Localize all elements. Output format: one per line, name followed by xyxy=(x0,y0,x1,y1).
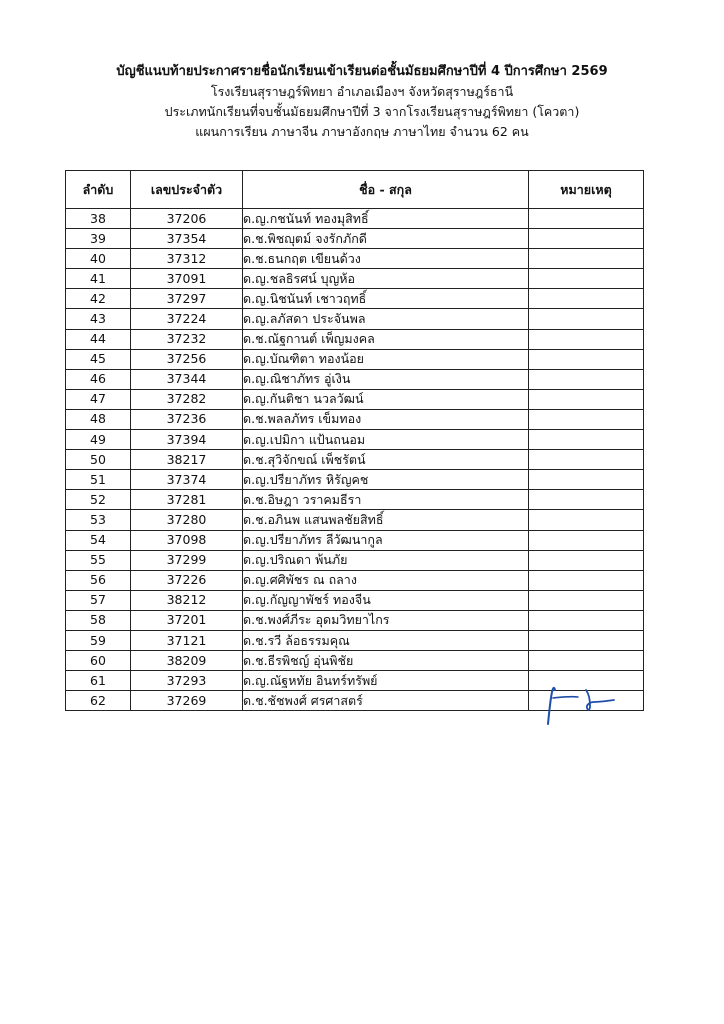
cell-remarks xyxy=(529,369,644,389)
table-row xyxy=(66,309,644,329)
cell-student-name: ด.ช.พงศ์ภีระ อุดมวิทยาไกร xyxy=(243,610,529,630)
cell-order: 43 xyxy=(66,309,131,329)
cell-remarks xyxy=(529,610,644,630)
table-row xyxy=(66,610,644,630)
cell-order: 45 xyxy=(66,349,131,369)
table-row xyxy=(66,249,644,269)
cell-student-id: 38209 xyxy=(131,651,243,671)
column-header-order: ลำดับ xyxy=(66,171,131,209)
cell-remarks xyxy=(529,389,644,409)
cell-order: 52 xyxy=(66,490,131,510)
cell-remarks xyxy=(529,430,644,450)
table-row xyxy=(66,389,644,409)
table-row xyxy=(66,490,644,510)
cell-student-name: ด.ช.พลลภัทร เข็มทอง xyxy=(243,409,529,429)
cell-remarks xyxy=(529,550,644,570)
table-row xyxy=(66,329,644,349)
cell-remarks xyxy=(529,349,644,369)
cell-remarks xyxy=(529,329,644,349)
cell-student-id: 37091 xyxy=(131,269,243,289)
table-header-row xyxy=(66,171,644,209)
table-row xyxy=(66,409,644,429)
table-row xyxy=(66,450,644,470)
cell-student-name: ด.ญ.นิชนันท์ เชาวฤทธิ์ xyxy=(243,289,529,309)
cell-order: 50 xyxy=(66,450,131,470)
cell-student-name: ด.ญ.ปรียาภัทร หิรัญคช xyxy=(243,470,529,490)
cell-student-id: 37201 xyxy=(131,610,243,630)
cell-order: 49 xyxy=(66,430,131,450)
cell-student-id: 37232 xyxy=(131,329,243,349)
cell-order: 60 xyxy=(66,651,131,671)
table-row xyxy=(66,430,644,450)
cell-remarks xyxy=(529,530,644,550)
cell-student-id: 37374 xyxy=(131,470,243,490)
cell-order: 38 xyxy=(66,209,131,229)
cell-student-name: ด.ญ.ณิชาภัทร อู่เงิน xyxy=(243,369,529,389)
cell-remarks xyxy=(529,249,644,269)
cell-student-name: ด.ญ.ณัฐหทัย อินทร์ทรัพย์ xyxy=(243,671,529,691)
cell-student-name: ด.ญ.กันติชา นวลวัฒน์ xyxy=(243,389,529,409)
cell-student-name: ด.ญ.ลภัสดา ประจันพล xyxy=(243,309,529,329)
cell-student-name: ด.ช.อิษฎา วราคมธีรา xyxy=(243,490,529,510)
cell-student-name: ด.ช.ธีรพิชญ์ อุ่นพิชัย xyxy=(243,651,529,671)
cell-student-id: 37280 xyxy=(131,510,243,530)
cell-remarks xyxy=(529,409,644,429)
table-row xyxy=(66,550,644,570)
table-row xyxy=(66,590,644,610)
cell-student-id: 37206 xyxy=(131,209,243,229)
cell-student-name: ด.ญ.ศศิพัชร ณ ถลาง xyxy=(243,570,529,590)
column-header-name: ชื่อ - สกุล xyxy=(243,171,529,209)
cell-order: 40 xyxy=(66,249,131,269)
document-title: บัญชีแนบท้ายประกาศรายชื่อนักเรียนเข้าเรียนต่อชั้นมัธยมศึกษาปีที่ 4 ปีการศึกษา 2569 xyxy=(116,64,608,79)
cell-order: 58 xyxy=(66,610,131,630)
cell-student-id: 38212 xyxy=(131,590,243,610)
cell-student-id: 37098 xyxy=(131,530,243,550)
cell-student-name: ด.ญ.เปมิกา แป้นถนอม xyxy=(243,430,529,450)
cell-remarks xyxy=(529,590,644,610)
table-body xyxy=(66,209,644,711)
cell-remarks xyxy=(529,490,644,510)
table-row xyxy=(66,349,644,369)
cell-order: 46 xyxy=(66,369,131,389)
cell-student-id: 37282 xyxy=(131,389,243,409)
cell-order: 55 xyxy=(66,550,131,570)
cell-order: 41 xyxy=(66,269,131,289)
cell-order: 54 xyxy=(66,530,131,550)
cell-student-id: 37354 xyxy=(131,229,243,249)
cell-order: 57 xyxy=(66,590,131,610)
cell-student-id: 37269 xyxy=(131,691,243,711)
school-line: โรงเรียนสุราษฎร์พิทยา อำเภอเมืองฯ จังหวัดสุราษฎร์ธานี xyxy=(210,84,514,99)
cell-student-name: ด.ญ.ปริณดา พ้นภัย xyxy=(243,550,529,570)
category-line: ประเภทนักเรียนที่จบชั้นมัธยมศึกษาปีที่ 3 จากโรงเรียนสุราษฎร์พิทยา (โควตา) xyxy=(164,104,580,119)
cell-remarks xyxy=(529,209,644,229)
cell-order: 42 xyxy=(66,289,131,309)
column-header-remarks: หมายเหตุ xyxy=(529,171,644,209)
cell-remarks xyxy=(529,269,644,289)
cell-student-name: ด.ช.ชัชพงศ์ ศรศาสตร์ xyxy=(243,691,529,711)
cell-remarks xyxy=(529,570,644,590)
cell-order: 47 xyxy=(66,389,131,409)
table-row xyxy=(66,229,644,249)
cell-student-id: 37312 xyxy=(131,249,243,269)
cell-remarks xyxy=(529,651,644,671)
column-header-student-id: เลขประจำตัว xyxy=(131,171,243,209)
cell-order: 51 xyxy=(66,470,131,490)
cell-order: 48 xyxy=(66,409,131,429)
student-roster-table xyxy=(65,170,644,711)
cell-student-name: ด.ญ.ปรียาภัทร ลีวัฒนากูล xyxy=(243,530,529,550)
cell-order: 53 xyxy=(66,510,131,530)
document-header xyxy=(0,62,724,142)
cell-remarks xyxy=(529,289,644,309)
cell-student-name: ด.ญ.กัญญาพัชร์ ทองจีน xyxy=(243,590,529,610)
cell-student-id: 37224 xyxy=(131,309,243,329)
cell-student-name: ด.ญ.บัณฑิตา ทองน้อย xyxy=(243,349,529,369)
cell-student-id: 37293 xyxy=(131,671,243,691)
cell-student-id: 37344 xyxy=(131,369,243,389)
table-row xyxy=(66,369,644,389)
cell-student-name: ด.ญ.ชลธิรศน์ บุญห้อ xyxy=(243,269,529,289)
cell-student-name: ด.ญ.กชนันท์ ทองมุสิทธิ์ xyxy=(243,209,529,229)
cell-student-id: 37297 xyxy=(131,289,243,309)
signature-mark xyxy=(540,680,620,726)
cell-remarks xyxy=(529,470,644,490)
table-row xyxy=(66,289,644,309)
cell-student-id: 37299 xyxy=(131,550,243,570)
table-row xyxy=(66,209,644,229)
table-row xyxy=(66,530,644,550)
table-row xyxy=(66,570,644,590)
cell-student-id: 37281 xyxy=(131,490,243,510)
table-row xyxy=(66,510,644,530)
cell-student-name: ด.ช.ธนกฤต เขียนด้วง xyxy=(243,249,529,269)
table-row xyxy=(66,630,644,650)
cell-remarks xyxy=(529,450,644,470)
cell-student-id: 37236 xyxy=(131,409,243,429)
cell-order: 59 xyxy=(66,630,131,650)
cell-student-name: ด.ช.อภินพ แสนพลชัยสิทธิ์ xyxy=(243,510,529,530)
cell-student-id: 37226 xyxy=(131,570,243,590)
cell-remarks xyxy=(529,229,644,249)
cell-remarks xyxy=(529,630,644,650)
program-line: แผนการเรียน ภาษาจีน ภาษาอังกฤษ ภาษาไทย จำนวน 62 คน xyxy=(195,124,529,139)
table-row xyxy=(66,651,644,671)
cell-remarks xyxy=(529,510,644,530)
cell-student-id: 37394 xyxy=(131,430,243,450)
cell-student-name: ด.ช.พิชญุตม์ จงรักภักดี xyxy=(243,229,529,249)
cell-order: 39 xyxy=(66,229,131,249)
cell-order: 62 xyxy=(66,691,131,711)
cell-order: 61 xyxy=(66,671,131,691)
cell-remarks xyxy=(529,309,644,329)
cell-student-id: 37256 xyxy=(131,349,243,369)
cell-student-name: ด.ช.รวี ล้อธรรมคุณ xyxy=(243,630,529,650)
table-row xyxy=(66,470,644,490)
cell-student-id: 37121 xyxy=(131,630,243,650)
cell-order: 56 xyxy=(66,570,131,590)
cell-student-id: 38217 xyxy=(131,450,243,470)
table-row xyxy=(66,269,644,289)
cell-order: 44 xyxy=(66,329,131,349)
cell-student-name: ด.ช.ณัฐกานต์ เพ็ญมงคล xyxy=(243,329,529,349)
cell-student-name: ด.ช.สุวิจักขณ์ เพ็ชรัตน์ xyxy=(243,450,529,470)
